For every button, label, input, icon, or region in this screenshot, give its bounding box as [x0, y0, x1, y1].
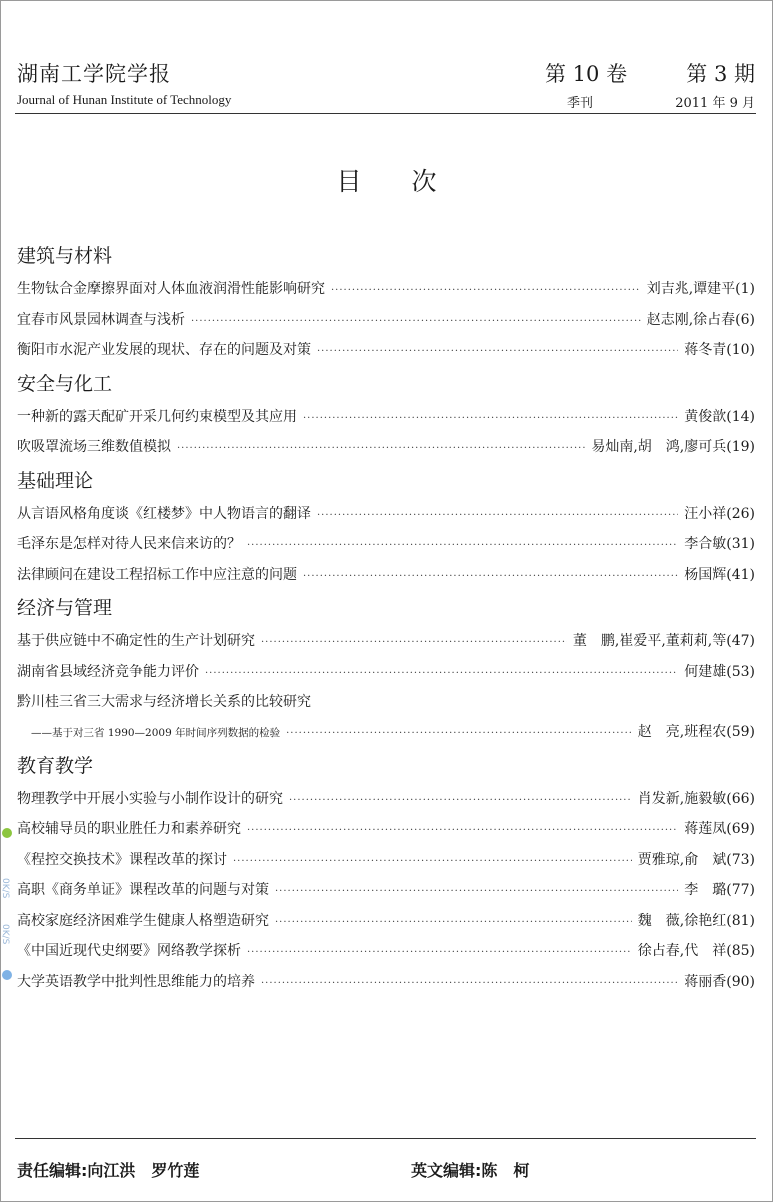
journal-title-cn: 湖南工学院学报 [17, 62, 171, 86]
article-title: ——基于对三省 1990—2009 年时间序列数据的检验 [31, 727, 281, 739]
dot-leader [261, 969, 678, 1000]
article-authors-page: 徐占春,代 祥(85) [637, 943, 755, 959]
section-heading: 基础理论 [17, 469, 94, 492]
article-authors-page: 贾雅琼,俞 斌(73) [637, 851, 755, 868]
article-authors-page: 赵志刚,徐占春(6) [646, 311, 755, 328]
article-authors-page: 杨国辉(41) [684, 566, 755, 583]
dot-leader [233, 847, 632, 878]
article-title: 湖南省县域经济竞争能力评价 [17, 663, 199, 680]
article-title: 高职《商务单证》课程改革的问题与对策 [17, 882, 269, 898]
article-authors-page: 董 鹏,崔爱平,董莉莉,等(47) [572, 633, 755, 649]
toc-entry[interactable] [17, 529, 755, 560]
dot-leader [303, 562, 678, 593]
toc-entry[interactable] [17, 626, 755, 657]
date-label: 2011 年 9 月 [675, 96, 755, 111]
dot-leader [275, 877, 678, 908]
dot-leader [317, 337, 678, 368]
article-title: 高校家庭经济困难学生健康人格塑造研究 [17, 912, 269, 929]
toc-entry[interactable] [17, 402, 755, 433]
english-editor: 英文编辑:陈 柯 [411, 1161, 530, 1180]
toc-entry[interactable] [17, 560, 755, 591]
article-title: 从言语风格角度谈《红楼梦》中人物语言的翻译 [17, 505, 311, 522]
toc-title: 目次 [336, 167, 487, 196]
article-title: 基于供应链中不确定性的生产计划研究 [17, 633, 255, 649]
dot-leader [286, 719, 632, 750]
dot-leader [247, 531, 678, 562]
section-heading: 经济与管理 [17, 597, 113, 619]
toc-entry[interactable] [17, 784, 755, 815]
toc-entry[interactable] [17, 432, 755, 463]
side-speed-widget[interactable] [0, 822, 14, 990]
article-title: 《程控交换技术》课程改革的探讨 [17, 851, 227, 868]
toc-entry[interactable] [17, 717, 755, 748]
article-authors-page: 黄俊歆(14) [684, 408, 755, 425]
responsible-editor: 责任编辑:向江洪 罗竹莲 [17, 1161, 200, 1180]
toc-entry[interactable] [17, 274, 755, 305]
article-title: 法律顾问在建设工程招标工作中应注意的问题 [17, 566, 297, 583]
article-authors-page: 汪小祥(26) [684, 505, 755, 522]
toc-entry[interactable] [17, 687, 755, 717]
footer-divider [15, 1138, 756, 1139]
article-authors-page: 何建雄(53) [684, 663, 755, 680]
journal-title-en: Journal of Hunan Institute of Technology [17, 92, 232, 107]
article-authors-page: 刘吉兆,谭建平(1) [646, 281, 755, 297]
article-title: 物理教学中开展小实验与小制作设计的研究 [17, 790, 283, 807]
toc-entry[interactable] [17, 335, 755, 366]
article-title: 一种新的露天配矿开采几何约束模型及其应用 [17, 408, 297, 425]
volume-label: 第 10 卷 [545, 62, 628, 86]
toc-entry[interactable] [17, 875, 755, 906]
article-title: 毛泽东是怎样对待人民来信来访的？ [17, 536, 241, 552]
article-authors-page: 肖发新,施毅敏(66) [637, 790, 755, 807]
status-dot-icon [2, 828, 12, 838]
issue-info [545, 58, 755, 111]
dot-leader [205, 659, 678, 690]
toc-entry[interactable] [17, 936, 755, 967]
article-authors-page: 魏 薇,徐艳红(81) [637, 912, 755, 929]
toc-entry[interactable] [17, 499, 755, 530]
status-dot-icon [2, 970, 12, 980]
article-authors-page: 蒋冬青(10) [684, 342, 755, 358]
issue-label: 第 3 期 [686, 62, 755, 86]
article-title: 大学英语教学中批判性思维能力的培养 [17, 973, 255, 990]
section-heading: 安全与化工 [17, 372, 113, 395]
header-divider [15, 113, 756, 114]
dot-leader [247, 938, 632, 969]
dot-leader [289, 786, 632, 817]
article-title: 衡阳市水泥产业发展的现状、存在的问题及对策 [17, 342, 311, 358]
toc-entry[interactable] [17, 305, 755, 336]
journal-header [17, 58, 231, 108]
article-title: 宜春市风景园林调查与浅析 [17, 311, 185, 328]
dot-leader [261, 628, 567, 659]
dot-leader [191, 307, 641, 338]
speed-label: 0K/S [0, 878, 10, 899]
article-title: 高校辅导员的职业胜任力和素养研究 [17, 821, 241, 837]
toc-entry[interactable] [17, 845, 755, 876]
section-heading: 教育教学 [17, 754, 94, 777]
article-title: 黔川桂三省三大需求与经济增长关系的比较研究 [17, 694, 311, 710]
toc-entry[interactable] [17, 906, 755, 937]
speed-label: 0K/S [0, 924, 10, 945]
dot-leader [317, 501, 678, 532]
section-heading: 建筑与材料 [17, 245, 113, 267]
article-authors-page: 易灿南,胡 鸿,廖可兵(19) [591, 439, 755, 455]
dot-leader [275, 908, 632, 939]
toc-entry[interactable] [17, 657, 755, 688]
dot-leader [247, 816, 678, 847]
dot-leader [177, 434, 585, 465]
article-authors-page: 蒋丽香(90) [684, 973, 755, 990]
article-title: 生物钛合金摩擦界面对人体血液润滑性能影响研究 [17, 281, 325, 297]
article-authors-page: 蒋莲凤(69) [684, 821, 755, 837]
article-authors-page: 李 璐(77) [684, 882, 755, 898]
dot-leader [331, 276, 641, 307]
article-title: 吹吸罩流场三维数值模拟 [17, 439, 171, 455]
article-title: 《中国近现代史纲要》网络教学探析 [17, 943, 241, 959]
dot-leader [303, 404, 678, 435]
article-authors-page: 赵 亮,班程农(59) [637, 724, 755, 740]
table-of-contents [17, 238, 755, 997]
toc-entry[interactable] [17, 814, 755, 845]
toc-entry[interactable] [17, 967, 755, 998]
frequency-label: 季刊 [567, 96, 594, 111]
article-authors-page: 李合敏(31) [684, 536, 755, 552]
